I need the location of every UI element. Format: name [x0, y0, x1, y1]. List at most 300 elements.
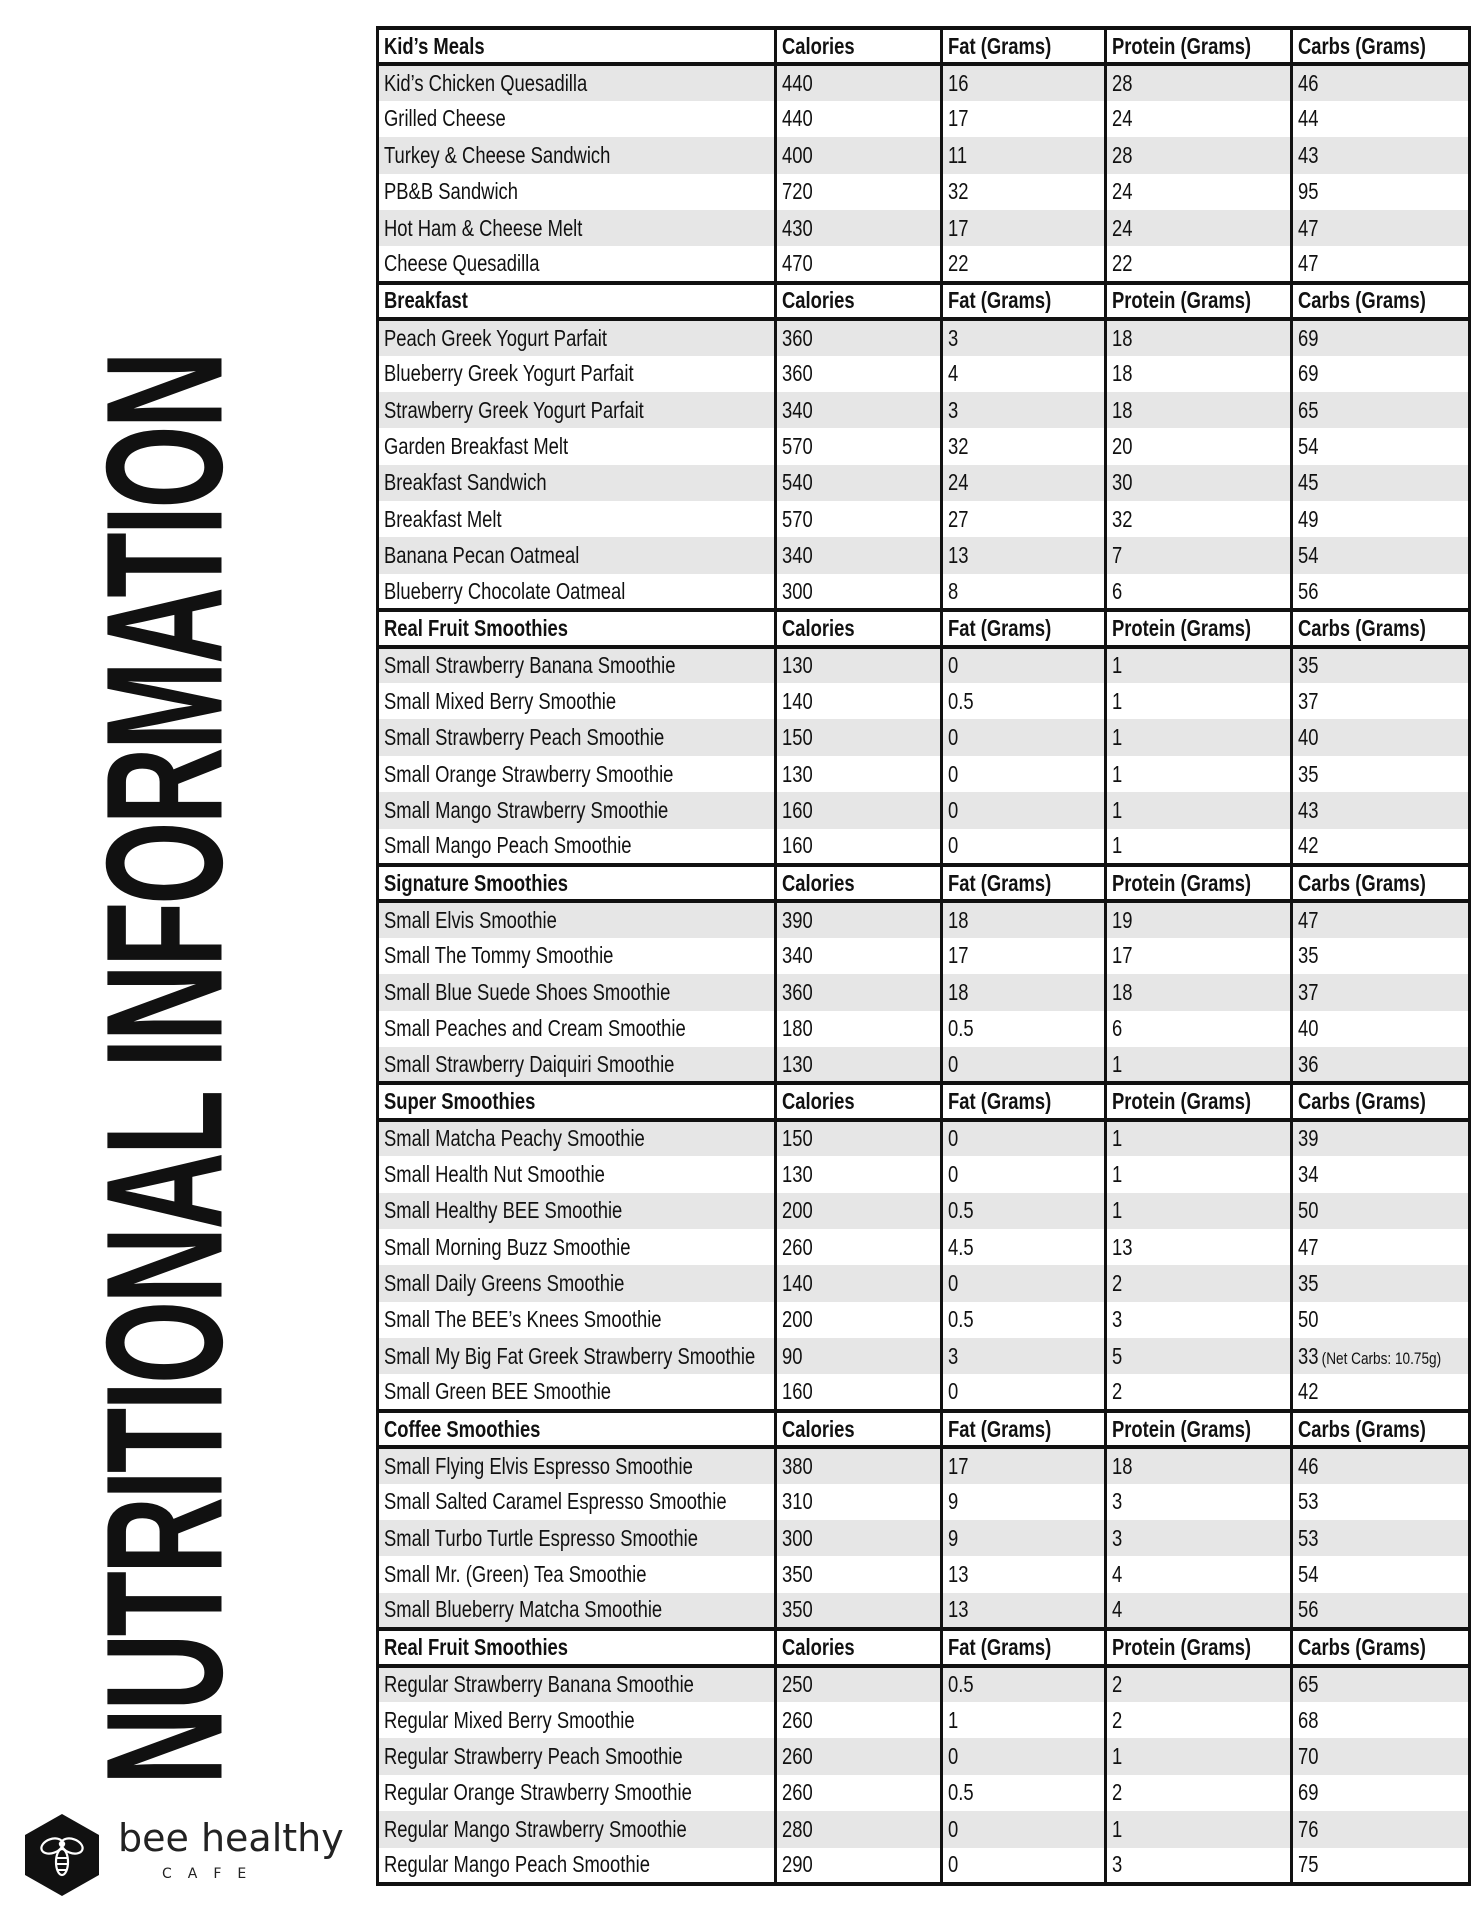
cell-value: 46: [1298, 1452, 1319, 1479]
cell-item: [378, 501, 776, 537]
cell-value: 27: [948, 505, 969, 532]
cell-carbs: [1292, 537, 1470, 573]
cell-value: Small Strawberry Banana Smoothie: [384, 652, 676, 679]
table-row: [378, 1811, 1470, 1847]
cell-protein: [1106, 246, 1292, 282]
cell-value: 1: [1112, 796, 1123, 823]
cell-value: 47: [1298, 250, 1319, 277]
cell-item: [378, 465, 776, 501]
cell-value: 35: [1298, 652, 1319, 679]
cell-value: 0: [948, 724, 959, 751]
cell-calories: [776, 1229, 942, 1265]
cell-item: [378, 1374, 776, 1410]
cell-item: [378, 1011, 776, 1047]
cell-value: Small Blue Suede Shoes Smoothie: [384, 978, 671, 1005]
cell-value: 470: [782, 250, 813, 277]
cell-value: 300: [782, 1524, 813, 1551]
cell-value: Regular Mixed Berry Smoothie: [384, 1706, 635, 1733]
cell-value: Small Strawberry Peach Smoothie: [384, 724, 665, 751]
cell-protein: [1106, 356, 1292, 392]
cell-calories: [776, 392, 942, 428]
nutrition-table: [376, 26, 1471, 1886]
cell-value: 24: [1112, 214, 1133, 241]
cell-value: 75: [1298, 1851, 1319, 1878]
cell-fat: [942, 1484, 1106, 1520]
cell-item: [378, 792, 776, 828]
cell-calories: [776, 1302, 942, 1338]
cell-item: [378, 64, 776, 100]
cell-carbs: [1292, 1011, 1470, 1047]
cell-carbs: [1292, 647, 1470, 683]
cell-value: 2: [1112, 1779, 1123, 1806]
table-row: [378, 974, 1470, 1010]
cell-value: 430: [782, 214, 813, 241]
table-row: [378, 537, 1470, 573]
cell-fat: [942, 1666, 1106, 1702]
table-row: [378, 719, 1470, 755]
page-title: NUTRITIONAL INFORMATION: [71, 354, 258, 1785]
cell-value: Regular Strawberry Banana Smoothie: [384, 1671, 694, 1698]
cell-item: [378, 1666, 776, 1702]
cell-protein: [1106, 1556, 1292, 1592]
column-header: [1292, 610, 1470, 646]
section-title: [378, 283, 776, 319]
column-header-text: Calories: [782, 32, 855, 59]
table-row: [378, 1556, 1470, 1592]
cell-protein: [1106, 1193, 1292, 1229]
cell-value: 70: [1298, 1743, 1319, 1770]
cell-calories: [776, 1775, 942, 1811]
cell-fat: [942, 465, 1106, 501]
cell-value: 37: [1298, 687, 1319, 714]
cell-carbs: [1292, 792, 1470, 828]
cell-value: 290: [782, 1851, 813, 1878]
cell-value: 260: [782, 1779, 813, 1806]
table-row: [378, 1666, 1470, 1702]
cell-value: 300: [782, 577, 813, 604]
cell-value: 76: [1298, 1815, 1319, 1842]
cell-value: 0: [948, 1269, 959, 1296]
column-header-text: Protein (Grams): [1112, 1415, 1252, 1442]
table-row: [378, 174, 1470, 210]
cell-calories: [776, 1811, 942, 1847]
cell-value: 49: [1298, 505, 1319, 532]
column-header: [776, 865, 942, 901]
column-header: [1292, 283, 1470, 319]
cell-protein: [1106, 537, 1292, 573]
cell-carbs: [1292, 137, 1470, 173]
cell-value: 250: [782, 1671, 813, 1698]
cell-value: 20: [1112, 432, 1133, 459]
cell-carbs: [1292, 101, 1470, 137]
cell-fat: [942, 901, 1106, 937]
table-row: [378, 1338, 1470, 1374]
cell-calories: [776, 1047, 942, 1083]
cell-item: [378, 1556, 776, 1592]
column-header: [776, 283, 942, 319]
cell-calories: [776, 137, 942, 173]
cell-carbs: [1292, 974, 1470, 1010]
cell-value: Regular Orange Strawberry Smoothie: [384, 1779, 692, 1806]
cell-value: 0.5: [948, 1671, 974, 1698]
cell-value: 3: [1112, 1306, 1123, 1333]
nutrition-table-body: [378, 28, 1470, 1884]
cell-protein: [1106, 392, 1292, 428]
cell-value: 0: [948, 1160, 959, 1187]
cell-item: [378, 428, 776, 464]
cell-carbs: [1292, 319, 1470, 355]
cell-protein: [1106, 719, 1292, 755]
cell-item: [378, 1811, 776, 1847]
column-header: [942, 28, 1106, 64]
cell-value: Small Orange Strawberry Smoothie: [384, 760, 674, 787]
column-header-text: Protein (Grams): [1112, 1088, 1252, 1115]
section-header: [378, 28, 1470, 64]
table-row: [378, 1738, 1470, 1774]
cell-carbs: [1292, 1193, 1470, 1229]
cell-item: [378, 683, 776, 719]
column-header: [942, 1629, 1106, 1665]
column-header: [776, 1083, 942, 1119]
cell-fat: [942, 1738, 1106, 1774]
cell-item: [378, 319, 776, 355]
cell-value: 18: [1112, 360, 1133, 387]
column-header: [1292, 1629, 1470, 1665]
cell-value: 0: [948, 1050, 959, 1077]
cell-value: 35: [1298, 942, 1319, 969]
cell-value: 3: [1112, 1488, 1123, 1515]
cell-value: 0.5: [948, 1779, 974, 1806]
cell-value: 69: [1298, 1779, 1319, 1806]
cell-value: 39: [1298, 1125, 1319, 1152]
brand-logo: [22, 1812, 344, 1898]
cell-carbs: [1292, 428, 1470, 464]
cell-carbs: [1292, 64, 1470, 100]
cell-value: 53: [1298, 1524, 1319, 1551]
column-header: [776, 28, 942, 64]
cell-item: [378, 647, 776, 683]
cell-carbs: [1292, 392, 1470, 428]
cell-item: [378, 537, 776, 573]
cell-value: 360: [782, 978, 813, 1005]
cell-value: Small Healthy BEE Smoothie: [384, 1197, 623, 1224]
table-row: [378, 465, 1470, 501]
cell-carbs: [1292, 1593, 1470, 1629]
cell-value: 350: [782, 1561, 813, 1588]
cell-value: 11: [948, 141, 968, 168]
cell-carbs: [1292, 1338, 1470, 1374]
cell-fat: [942, 1811, 1106, 1847]
cell-item: [378, 1229, 776, 1265]
cell-calories: [776, 1848, 942, 1884]
cell-value: 56: [1298, 577, 1319, 604]
cell-value: 37: [1298, 978, 1319, 1005]
cell-value: 440: [782, 105, 813, 132]
cell-value: 3: [1112, 1524, 1123, 1551]
cell-value: 3: [948, 324, 959, 351]
cell-value: Blueberry Chocolate Oatmeal: [384, 577, 626, 604]
section-title-text: Real Fruit Smoothies: [384, 614, 569, 641]
cell-value: 18: [1112, 1452, 1133, 1479]
table-row: [378, 356, 1470, 392]
cell-value: Small Salted Caramel Espresso Smoothie: [384, 1488, 727, 1515]
table-row: [378, 1302, 1470, 1338]
cell-value: 130: [782, 760, 813, 787]
cell-item: [378, 1484, 776, 1520]
cell-item: [378, 356, 776, 392]
table-row: [378, 647, 1470, 683]
cell-calories: [776, 319, 942, 355]
column-header: [776, 1629, 942, 1665]
cell-calories: [776, 1593, 942, 1629]
column-header: [1106, 610, 1292, 646]
cell-fat: [942, 1374, 1106, 1410]
cell-fat: [942, 319, 1106, 355]
table-row: [378, 101, 1470, 137]
cell-value: 380: [782, 1452, 813, 1479]
cell-value: Small Morning Buzz Smoothie: [384, 1233, 631, 1260]
cell-protein: [1106, 647, 1292, 683]
cell-protein: [1106, 829, 1292, 865]
cell-calories: [776, 1556, 942, 1592]
cell-protein: [1106, 938, 1292, 974]
cell-value: 17: [948, 1452, 969, 1479]
cell-protein: [1106, 137, 1292, 173]
section-title-text: Super Smoothies: [384, 1088, 536, 1115]
section-title: [378, 1411, 776, 1447]
cell-value: 440: [782, 70, 813, 97]
cell-item: [378, 210, 776, 246]
cell-protein: [1106, 1520, 1292, 1556]
section-title-text: Breakfast: [384, 287, 468, 314]
cell-item: [378, 1593, 776, 1629]
brand-sub: CAFE: [162, 1866, 263, 1882]
cell-protein: [1106, 1302, 1292, 1338]
cell-item: [378, 101, 776, 137]
cell-value: 35: [1298, 760, 1319, 787]
section-title-text: Kid’s Meals: [384, 32, 485, 59]
cell-item: [378, 938, 776, 974]
cell-calories: [776, 1265, 942, 1301]
cell-value: 18: [1112, 978, 1133, 1005]
cell-carbs: [1292, 1229, 1470, 1265]
cell-value: 18: [1112, 396, 1133, 423]
cell-calories: [776, 101, 942, 137]
cell-item: [378, 1302, 776, 1338]
cell-value: 32: [1112, 505, 1133, 532]
cell-protein: [1106, 1811, 1292, 1847]
cell-item: [378, 1338, 776, 1374]
column-header: [942, 610, 1106, 646]
cell-value: 0.5: [948, 1197, 974, 1224]
column-header-text: Carbs (Grams): [1298, 1633, 1426, 1660]
cell-carbs: [1292, 1447, 1470, 1483]
cell-carbs: [1292, 465, 1470, 501]
cell-fat: [942, 537, 1106, 573]
section-title: [378, 610, 776, 646]
column-header-text: Carbs (Grams): [1298, 869, 1426, 896]
cell-calories: [776, 428, 942, 464]
cell-value: 32: [948, 432, 969, 459]
table-row: [378, 1484, 1470, 1520]
table-row: [378, 1229, 1470, 1265]
cell-value: 340: [782, 942, 813, 969]
cell-carbs: [1292, 574, 1470, 610]
table-row: [378, 1775, 1470, 1811]
cell-value: 1: [1112, 1743, 1123, 1770]
cell-protein: [1106, 1265, 1292, 1301]
cell-carbs: [1292, 1302, 1470, 1338]
cell-value: 33: [1298, 1342, 1319, 1369]
cell-value: 18: [1112, 324, 1133, 351]
cell-carbs: [1292, 1047, 1470, 1083]
column-header-text: Fat (Grams): [948, 1415, 1052, 1442]
cell-value: PB&B Sandwich: [384, 178, 518, 205]
cell-carbs: [1292, 1120, 1470, 1156]
cell-calories: [776, 1338, 942, 1374]
cell-item: [378, 1520, 776, 1556]
cell-protein: [1106, 1338, 1292, 1374]
cell-value: Small Elvis Smoothie: [384, 907, 557, 934]
cell-protein: [1106, 465, 1292, 501]
cell-value: 260: [782, 1706, 813, 1733]
cell-value: 160: [782, 1378, 813, 1405]
cell-protein: [1106, 1047, 1292, 1083]
cell-protein: [1106, 1011, 1292, 1047]
cell-value: 0: [948, 1125, 959, 1152]
cell-value: 53: [1298, 1488, 1319, 1515]
section-header: [378, 1629, 1470, 1665]
cell-value: 570: [782, 432, 813, 459]
cell-value: 400: [782, 141, 813, 168]
cell-value: 0.5: [948, 687, 974, 714]
cell-value: Small Health Nut Smoothie: [384, 1160, 605, 1187]
cell-value: 32: [948, 178, 969, 205]
cell-fat: [942, 792, 1106, 828]
cell-value: 2: [1112, 1671, 1123, 1698]
cell-value: 1: [1112, 687, 1123, 714]
cell-value: Kid’s Chicken Quesadilla: [384, 70, 588, 97]
cell-fat: [942, 101, 1106, 137]
bee-hexagon-icon: [22, 1812, 102, 1898]
cell-carbs: [1292, 356, 1470, 392]
table-row: [378, 64, 1470, 100]
section-title-text: Signature Smoothies: [384, 869, 569, 896]
cell-protein: [1106, 683, 1292, 719]
column-header: [1292, 1411, 1470, 1447]
cell-value: Small The Tommy Smoothie: [384, 942, 614, 969]
cell-calories: [776, 829, 942, 865]
cell-protein: [1106, 1666, 1292, 1702]
cell-calories: [776, 683, 942, 719]
section-title-text: Coffee Smoothies: [384, 1415, 541, 1442]
cell-value: 310: [782, 1488, 813, 1515]
cell-calories: [776, 1738, 942, 1774]
cell-carbs: [1292, 1374, 1470, 1410]
cell-value: 0: [948, 1815, 959, 1842]
cell-value: 18: [948, 907, 969, 934]
column-header-text: Fat (Grams): [948, 287, 1052, 314]
cell-fat: [942, 174, 1106, 210]
cell-item: [378, 1047, 776, 1083]
table-row: [378, 1374, 1470, 1410]
cell-calories: [776, 1193, 942, 1229]
section-title-text: Real Fruit Smoothies: [384, 1633, 569, 1660]
column-header-text: Calories: [782, 287, 855, 314]
cell-protein: [1106, 1775, 1292, 1811]
cell-value: Peach Greek Yogurt Parfait: [384, 324, 607, 351]
table-row: [378, 319, 1470, 355]
cell-value: 0: [948, 760, 959, 787]
table-row: [378, 1265, 1470, 1301]
column-header: [776, 1411, 942, 1447]
table-row: [378, 137, 1470, 173]
cell-fat: [942, 1120, 1106, 1156]
cell-value: 1: [1112, 1050, 1123, 1077]
cell-value: 1: [1112, 760, 1123, 787]
cell-value: Breakfast Melt: [384, 505, 502, 532]
column-header-text: Calories: [782, 614, 855, 641]
cell-fat: [942, 756, 1106, 792]
cell-value: 260: [782, 1233, 813, 1260]
cell-value: 34: [1298, 1160, 1319, 1187]
cell-value: 6: [1112, 577, 1123, 604]
table-row: [378, 683, 1470, 719]
cell-calories: [776, 974, 942, 1010]
cell-value: 0: [948, 1851, 959, 1878]
cell-fat: [942, 1302, 1106, 1338]
cell-fat: [942, 1011, 1106, 1047]
table-row: [378, 1156, 1470, 1192]
cell-protein: [1106, 101, 1292, 137]
cell-value: 160: [782, 832, 813, 859]
cell-value: 28: [1112, 70, 1133, 97]
brand-name: bee healthy: [118, 1816, 344, 1860]
column-header-text: Calories: [782, 1633, 855, 1660]
cell-protein: [1106, 1484, 1292, 1520]
cell-value: 6: [1112, 1015, 1123, 1042]
table-row: [378, 1120, 1470, 1156]
cell-carbs: [1292, 246, 1470, 282]
column-header: [942, 865, 1106, 901]
cell-value: 95: [1298, 178, 1319, 205]
table-row: [378, 1047, 1470, 1083]
cell-value: 0.5: [948, 1306, 974, 1333]
table-row: [378, 392, 1470, 428]
cell-fat: [942, 428, 1106, 464]
cell-carbs: [1292, 756, 1470, 792]
cell-value: 0: [948, 1378, 959, 1405]
cell-fat: [942, 64, 1106, 100]
cell-fat: [942, 1193, 1106, 1229]
section-title: [378, 1083, 776, 1119]
cell-value: 2: [1112, 1378, 1123, 1405]
table-row: [378, 501, 1470, 537]
column-header-text: Fat (Grams): [948, 869, 1052, 896]
cell-calories: [776, 1374, 942, 1410]
cell-value: Small My Big Fat Greek Strawberry Smoothie: [384, 1342, 756, 1369]
cell-fat: [942, 501, 1106, 537]
cell-value: 7: [1112, 542, 1123, 569]
cell-calories: [776, 1484, 942, 1520]
cell-value: Small The BEE’s Knees Smoothie: [384, 1306, 662, 1333]
cell-fat: [942, 574, 1106, 610]
cell-calories: [776, 1666, 942, 1702]
cell-value: Small Mango Peach Smoothie: [384, 832, 632, 859]
column-header: [776, 610, 942, 646]
cell-value: Small Blueberry Matcha Smoothie: [384, 1596, 663, 1623]
column-header: [942, 283, 1106, 319]
